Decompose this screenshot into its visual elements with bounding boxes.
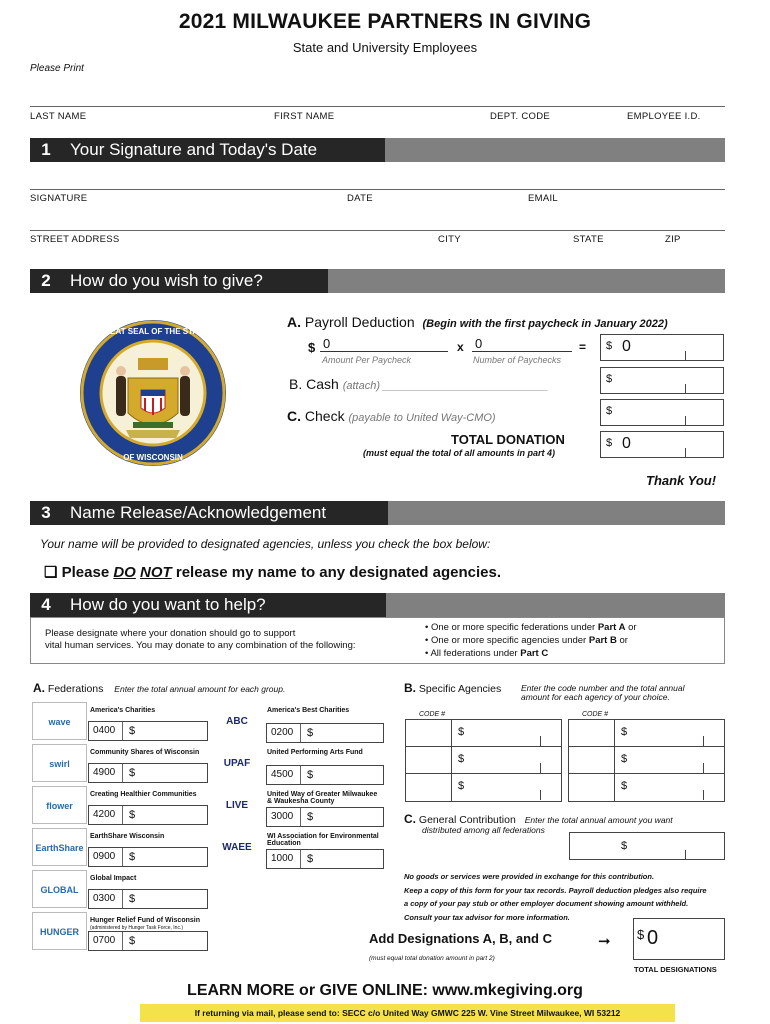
federation-dollar: $ [307,853,314,865]
number-of-paychecks-label: Number of Paychecks [473,355,562,365]
specific-note-1: Enter the code number and the total annual [521,683,685,693]
federation-subname: (administered by Hunger Task Force, Inc.) [90,925,184,931]
option1-pre: • One or more specific federations under [425,622,596,633]
total-donation-value: 0 [622,435,631,452]
cash-dollar: $ [606,373,613,385]
cents-divider [703,736,704,746]
first-name-label: FIRST NAME [274,111,335,122]
tax-fine-print [404,870,707,924]
federations-header [33,681,285,695]
add-designations-note: (must equal total donation amount in part 2) [369,955,495,962]
agency-entry-row[interactable] [569,747,724,774]
federation-dollar: $ [129,725,136,737]
cash-note: (attach) ___________________________ [342,380,549,392]
federation-amount-row[interactable] [266,807,384,827]
cash-label: B. Cash [289,376,339,392]
federation-name: America's Best Charities [267,707,350,714]
federation-dollar: $ [129,809,136,821]
federation-logo-icon: LIVE [225,800,249,811]
code-divider [122,848,123,866]
svg-text:GREAT SEAL OF THE STATE: GREAT SEAL OF THE STATE [98,327,208,336]
payroll-note: (Begin with the first paycheck in January 2022) [422,318,668,330]
federation-amount-row[interactable] [88,847,208,867]
option3-pre: • All federations under [425,648,518,659]
svg-text:OF WISCONSIN: OF WISCONSIN [123,453,183,462]
dept-code-label: DEPT. CODE [490,111,551,122]
employee-id-label: EMPLOYEE I.D. [627,111,701,122]
check-letter: C. [287,408,301,424]
option2-pre: • One or more specific agencies under [425,635,587,646]
federation-code: 0300 [93,893,116,904]
federation-code: 0700 [93,935,116,946]
designations-value: 0 [647,927,659,949]
code-divider [300,724,301,742]
arrow-right-icon: ➞ [598,933,611,950]
total-designations-label: TOTAL DESIGNATIONS [634,965,717,974]
general-note-2: distributed among all federations [422,825,545,835]
code-divider [614,720,615,747]
option2-bold: Part B [588,635,617,646]
federation-dollar: $ [129,851,136,863]
federation-amount-row[interactable] [266,849,384,869]
payroll-total-value: 0 [622,338,631,355]
federation-logo-icon: EarthShare [32,828,87,866]
federation-name: Community Shares of Wisconsin [90,749,200,756]
agency-entry-row[interactable] [406,774,561,801]
code-divider [122,764,123,782]
cents-divider [540,790,541,800]
section-3-number: 3 [30,501,62,525]
federations-letter: A. [33,681,45,695]
agency-dollar: $ [621,753,628,765]
form-subtitle: State and University Employees [292,40,478,55]
number-of-paychecks-input[interactable]: 0 [472,336,572,352]
fine-print-3: a copy of your pay stub or other employer document showing amount withheld. [404,899,689,908]
agency-entry-row[interactable] [406,720,561,747]
payroll-letter: A. [287,314,301,330]
check-dollar: $ [606,405,613,417]
code-divider [122,932,123,950]
check-note: (payable to United Way-CMO) [348,412,496,424]
email-label: EMAIL [528,193,559,204]
cash-row [289,376,548,392]
cents-divider [685,416,686,426]
code-divider [300,850,301,868]
federation-dollar: $ [307,769,314,781]
last-name-label: LAST NAME [30,111,87,122]
section-1-title: Your Signature and Today's Date [62,138,385,162]
code-divider [300,808,301,826]
help-option-2 [425,635,628,646]
payroll-deduction-row [287,314,668,330]
zip-label: ZIP [665,234,681,245]
general-letter: C. [404,812,416,826]
federation-logo-icon: swirl [32,744,87,782]
federation-code: 4500 [271,769,294,780]
federation-dollar: $ [129,935,136,947]
section-4-header [30,593,725,617]
section-4-title: How do you want to help? [62,593,386,617]
specific-agencies-note [521,684,685,702]
agency-entry-row[interactable] [569,720,724,747]
check-row [287,408,496,424]
federation-name: EarthShare Wisconsin [90,833,165,840]
total-donation-box[interactable] [600,431,724,458]
agency-column [405,719,562,802]
option2-post: or [619,635,628,646]
address-line [30,230,725,231]
name-release-checkbox[interactable]: ❑ [44,564,58,581]
federation-amount-row[interactable] [266,723,384,743]
code-divider [122,722,123,740]
agency-dollar: $ [458,753,465,765]
specific-note-2: amount for each agency of your choice. [521,692,670,702]
federation-logo-icon: ABC [226,716,248,727]
specific-letter: B. [404,681,416,695]
federation-name: United Way of Greater Milwaukee & Waukesha County [267,791,378,805]
section-1-number: 1 [30,138,62,162]
option1-post: or [628,622,637,633]
mail-address-banner: If returning via mail, please send to: SECC c/o United Way GMWC 225 W. Vine Street Milwaukee, WI 53212 [140,1004,675,1022]
federation-name: WI Association for Environmental Education [267,833,379,847]
federations-note: Enter the total annual amount for each group. [114,684,286,694]
signature-line [30,189,725,190]
code-divider [451,774,452,801]
release-pre: Please [61,564,110,581]
total-donation-label: TOTAL DONATION [451,432,565,447]
code-divider [451,747,452,774]
cents-divider [540,736,541,746]
cents-divider [685,384,686,394]
code-divider [300,766,301,784]
payroll-total-dollar: $ [606,340,613,352]
payroll-label: Payroll Deduction [304,314,415,330]
federation-logo-icon: HUNGER [32,912,87,950]
federation-logo-icon: WAEE [222,842,252,853]
amount-per-paycheck-label: Amount Per Paycheck [322,355,412,365]
fine-print-4: Consult your tax advisor for more information. [404,912,570,922]
federation-name: Creating Healthier Communities [90,791,197,798]
equals-sign: = [579,340,587,354]
federation-amount-row[interactable] [88,721,208,741]
designations-dollar: $ [637,927,645,942]
release-do: DO [113,564,136,581]
name-line [30,106,725,107]
federation-logo-icon: wave [32,702,87,740]
section-2-number: 2 [30,269,62,293]
form-title: 2021 MILWAUKEE PARTNERS IN GIVING [178,10,592,33]
section-3-title: Name Release/Acknowledgement [62,501,388,525]
total-designations-box[interactable] [633,918,725,960]
check-amount-box[interactable] [600,399,724,426]
name-release-note: Your name will be provided to designated agencies, unless you check the box below: [40,537,491,551]
federation-dollar: $ [129,893,136,905]
section-2-header [30,269,725,293]
federation-name: America's Charities [90,707,156,714]
cents-divider [685,850,686,860]
total-donation-dollar: $ [606,437,613,449]
federation-amount-row[interactable] [88,889,208,909]
date-label: DATE [347,193,373,204]
times-sign: x [457,340,464,354]
release-post: release my name to any designated agencies. [175,564,502,581]
payroll-total-box[interactable] [600,334,724,361]
cents-divider [703,790,704,800]
cash-amount-box[interactable] [600,367,724,394]
help-option-3 [425,648,548,659]
federation-logo-icon: UPAF [223,758,251,769]
street-address-label: STREET ADDRESS [30,234,120,245]
agency-entry-row[interactable] [569,774,724,801]
agency-dollar: $ [458,780,465,792]
general-label: General Contribution [418,814,516,826]
code-divider [614,774,615,801]
signature-label: SIGNATURE [30,193,88,204]
federation-amount-row[interactable] [266,765,384,785]
federation-code: 1000 [271,853,294,864]
total-donation-note: (must equal the total of all amounts in part 4) [363,448,556,458]
state-label: STATE [573,234,604,245]
help-intro-box [30,617,725,664]
section-3-header [30,501,725,525]
federation-name: United Performing Arts Fund [267,749,363,756]
federation-logo-icon: flower [32,786,87,824]
learn-more-text: LEARN MORE or GIVE ONLINE: www.mkegiving.org [187,982,583,999]
federation-code: 3000 [271,811,294,822]
help-intro-line2: vital human services. You may donate to any combination of the following: [45,640,356,651]
general-dollar: $ [621,840,628,852]
specific-agencies-header [404,681,501,695]
option1-bold: Part A [597,622,626,633]
cents-divider [685,448,686,458]
please-print-note: Please Print [30,63,84,74]
federation-code: 0900 [93,851,116,862]
name-release-option [44,563,501,581]
federation-dollar: $ [129,767,136,779]
federation-code: 0200 [271,727,294,738]
amount-per-paycheck-input[interactable]: 0 [320,336,448,352]
section-1-header [30,138,725,162]
section-2-title: How do you wish to give? [62,269,328,293]
federation-name: Hunger Relief Fund of Wisconsin [90,917,200,924]
release-not: NOT [140,564,172,581]
check-label: Check [304,408,345,424]
cents-divider [703,763,704,773]
help-intro-line1: Please designate where your donation should go to support [45,628,296,639]
agency-column [568,719,725,802]
code-header-right: CODE # [582,711,609,718]
general-contribution-box[interactable] [569,832,725,860]
wisconsin-seal-icon [78,318,228,468]
federation-code: 4900 [93,767,116,778]
federations-label: Federations [47,683,104,695]
code-divider [451,720,452,747]
cents-divider [685,351,686,361]
city-label: CITY [438,234,461,245]
federation-code: 4200 [93,809,116,820]
federation-logo-icon: GLOBAL [32,870,87,908]
code-divider [122,890,123,908]
add-designations-label: Add Designations A, B, and C [369,931,552,946]
general-note: Enter the total annual amount you want [524,815,673,825]
code-divider [122,806,123,824]
payroll-dollar-sign: $ [308,340,316,355]
federation-dollar: $ [307,811,314,823]
specific-label: Specific Agencies [418,683,502,695]
cents-divider [540,763,541,773]
federation-code: 0400 [93,725,116,736]
agency-dollar: $ [458,726,465,738]
federation-name: Global Impact [90,875,137,882]
agency-entry-row[interactable] [406,747,561,774]
code-divider [614,747,615,774]
code-header-left: CODE # [419,711,446,718]
federation-amount-row[interactable] [88,763,208,783]
federation-amount-row[interactable] [88,931,208,951]
agency-dollar: $ [621,780,628,792]
fine-print-1: No goods or services were provided in exchange for this contribution. [404,872,655,881]
section-4-number: 4 [30,593,62,617]
option3-bold: Part C [520,648,549,659]
agency-dollar: $ [621,726,628,738]
federation-amount-row[interactable] [88,805,208,825]
help-option-1 [425,622,637,633]
fine-print-2: Keep a copy of this form for your tax records. Payroll deduction pledges also require [404,885,707,895]
thank-you-text: Thank You! [646,473,717,488]
federation-dollar: $ [307,727,314,739]
